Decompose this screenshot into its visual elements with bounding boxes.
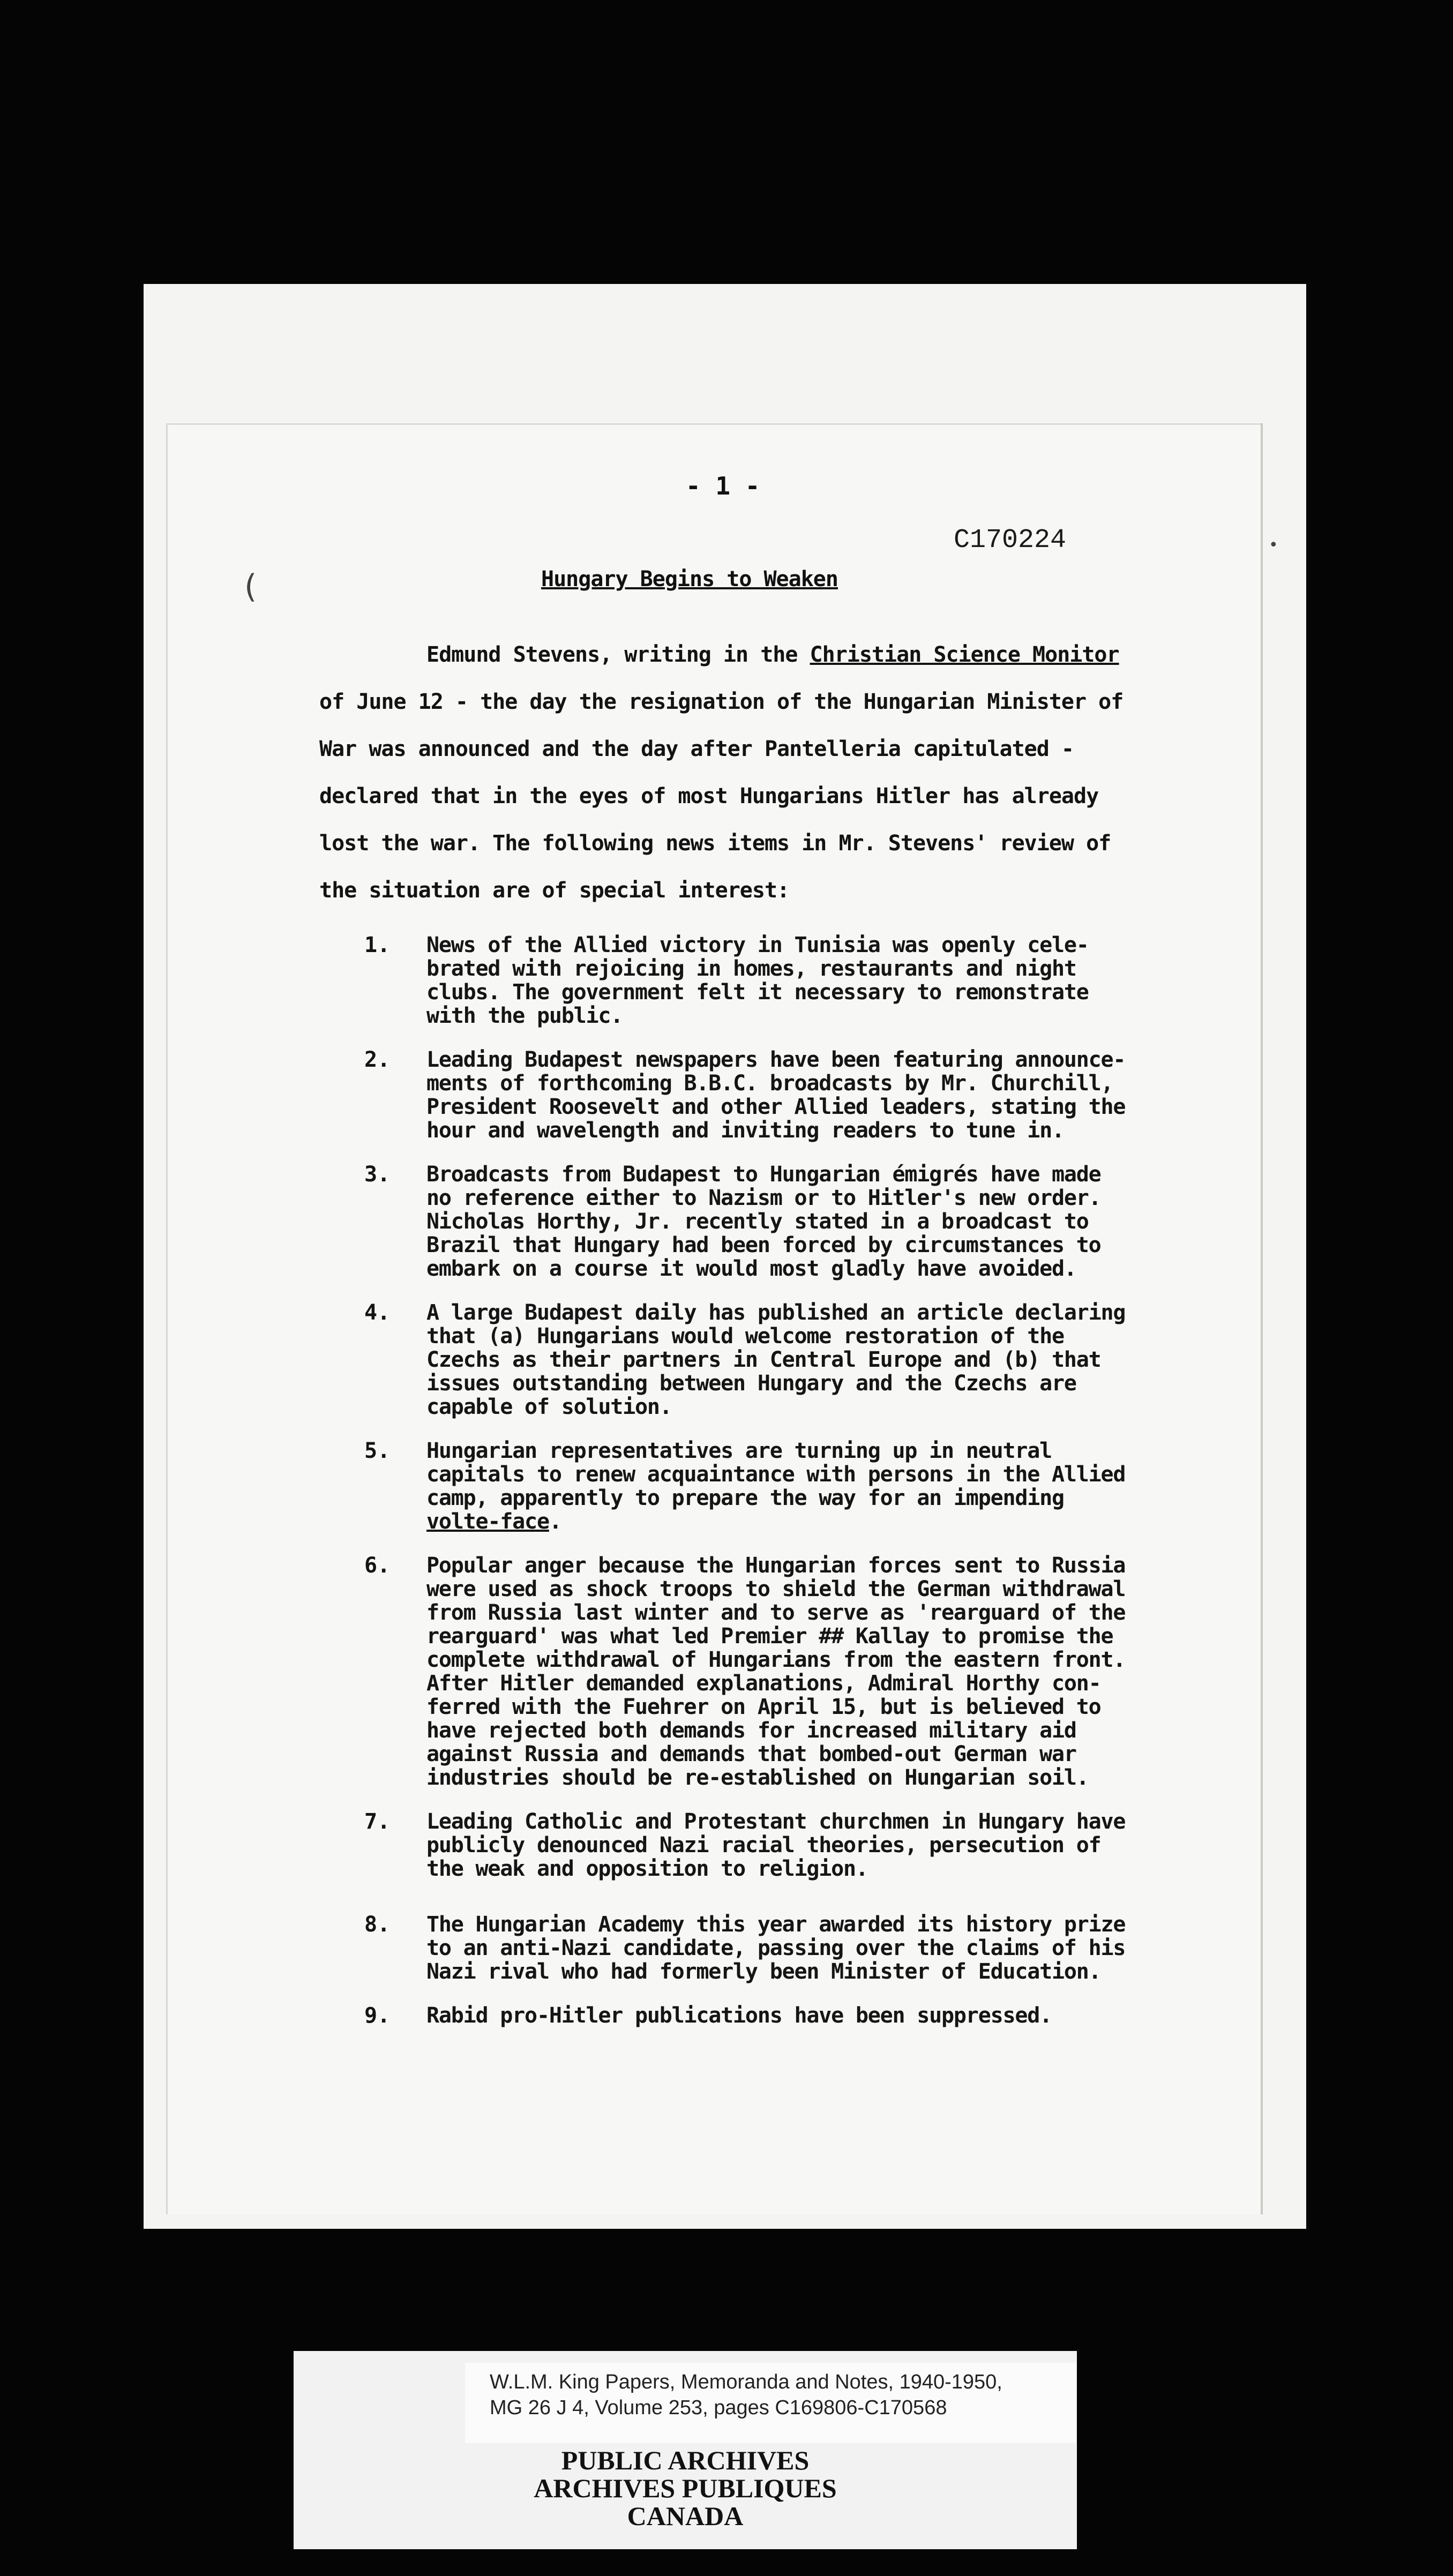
item-text <box>426 1913 1125 1983</box>
item-line: issues outstanding between Hungary and the Czechs are <box>426 1371 1076 1396</box>
item-text <box>426 933 1089 1028</box>
item-line: against Russia and demands that bombed-out German war <box>426 1742 1076 1766</box>
intro-line: declared that in the eyes of most Hungarians Hitler has already <box>319 784 1099 808</box>
item-line: Broadcasts from Budapest to Hungarian émigrés have made <box>426 1162 1101 1187</box>
item-text <box>426 1048 1125 1142</box>
item-line: camp, apparently to prepare the way for an impending <box>426 1486 1064 1510</box>
list-item <box>364 1810 1222 1881</box>
item-text <box>426 1810 1125 1881</box>
item-line: Nicholas Horthy, Jr. recently stated in a broadcast to <box>426 1209 1089 1234</box>
item-text <box>426 1163 1101 1280</box>
item-number: 1. <box>364 933 391 957</box>
item-text <box>426 2004 1052 2027</box>
item-line: have rejected both demands for increased military aid <box>426 1718 1076 1743</box>
item-line: capitals to renew acquaintance with persons in the Allied <box>426 1462 1126 1487</box>
item-number: 9. <box>364 2003 391 2028</box>
item-line: clubs. The government felt it necessary to remonstrate <box>426 980 1089 1005</box>
item-number: 8. <box>364 1912 391 1937</box>
item-line: The Hungarian Academy this year awarded its history prize <box>426 1912 1126 1937</box>
item-line: no reference either to Nazism or to Hitler's new order. <box>426 1186 1101 1210</box>
item-text <box>426 1439 1125 1533</box>
item-line: that (a) Hungarians would welcome restoration of the <box>426 1324 1064 1349</box>
document-number: C170224 <box>954 525 1067 556</box>
item-line: hour and wavelength and inviting readers to tune in. <box>426 1118 1064 1143</box>
item-line: Hungarian representatives are turning up in neutral <box>426 1439 1052 1463</box>
item-line: President Roosevelt and other Allied leaders, stating the <box>426 1095 1126 1119</box>
item-line: were used as shock troops to shield the German withdrawal <box>426 1577 1126 1601</box>
item-line: with the public. <box>426 1004 623 1028</box>
item-line: brated with rejoicing in homes, restaurants and night <box>426 956 1076 981</box>
item-number: 2. <box>364 1047 391 1072</box>
list-item <box>364 1048 1222 1142</box>
item-line: News of the Allied victory in Tunisia was openly cele- <box>426 933 1089 957</box>
item-number: 7. <box>364 1809 391 1834</box>
item-number: 3. <box>364 1162 391 1187</box>
item-line: After Hitler demanded explanations, Admiral Horthy con- <box>426 1671 1101 1696</box>
item-line: capable of solution. <box>426 1395 672 1419</box>
emphasized-term: volte-face <box>426 1509 549 1534</box>
list-item <box>364 933 1222 1028</box>
item-text <box>426 1301 1125 1419</box>
margin-mark: ( <box>244 568 257 605</box>
intro-line: Edmund Stevens, writing in the Christian Science Monitor <box>426 642 1119 667</box>
item-line: Popular anger because the Hungarian forces sent to Russia <box>426 1553 1126 1578</box>
item-line: A large Budapest daily has published an article declaring <box>426 1300 1126 1325</box>
item-line: ferred with the Fuehrer on April 15, but is believed to <box>426 1695 1101 1719</box>
item-line: to an anti-Nazi candidate, passing over the claims of his <box>426 1936 1126 1960</box>
item-line: volte-face. <box>426 1509 561 1534</box>
item-line: publicly denounced Nazi racial theories, persecution of <box>426 1833 1101 1858</box>
item-number: 6. <box>364 1553 391 1578</box>
archive-label <box>294 2351 1077 2549</box>
item-text <box>426 1554 1125 1789</box>
list-item <box>364 1913 1222 1983</box>
margin-dot: • <box>1269 536 1278 555</box>
intro-line: of June 12 - the day the resignation of the Hungarian Minister of <box>319 690 1124 714</box>
item-number: 4. <box>364 1300 391 1325</box>
item-line: ments of forthcoming B.B.C. broadcasts by Mr. Churchill, <box>426 1071 1113 1096</box>
item-line: Leading Budapest newspapers have been featuring announce- <box>426 1047 1126 1072</box>
archive-stamp: PUBLIC ARCHIVES ARCHIVES PUBLIQUES CANADA <box>534 2445 837 2531</box>
item-line: complete withdrawal of Hungarians from the eastern front. <box>426 1648 1126 1672</box>
item-line: embark on a course it would most gladly have avoided. <box>426 1256 1076 1281</box>
list-item <box>364 1439 1222 1533</box>
memo-title: Hungary Begins to Weaken <box>541 567 838 591</box>
item-line: Czechs as their partners in Central Europe and (b) that <box>426 1347 1101 1372</box>
item-line: Leading Catholic and Protestant churchmen in Hungary have <box>426 1809 1126 1834</box>
list-item <box>364 2004 1222 2027</box>
intro-line: the situation are of special interest: <box>319 878 790 903</box>
item-line: from Russia last winter and to serve as 'rearguard of the <box>426 1600 1126 1625</box>
source-publication: Christian Science Monitor <box>810 642 1119 667</box>
item-number: 5. <box>364 1439 391 1463</box>
item-line: rearguard' was what led Premier ## Kallay to promise the <box>426 1624 1113 1649</box>
intro-line: War was announced and the day after Pantelleria capitulated - <box>319 737 1074 761</box>
list-item <box>364 1301 1222 1419</box>
list-item <box>364 1163 1222 1280</box>
item-line: industries should be re-established on Hungarian soil. <box>426 1765 1089 1790</box>
intro-line: lost the war. The following news items in Mr. Stevens' review of <box>319 831 1111 856</box>
item-line: the weak and opposition to religion. <box>426 1856 868 1881</box>
list-item <box>364 1554 1222 1789</box>
item-line: Brazil that Hungary had been forced by circumstances to <box>426 1233 1101 1257</box>
intro-paragraph <box>319 631 1214 914</box>
archive-reference: W.L.M. King Papers, Memoranda and Notes, 1940-1950, MG 26 J 4, Volume 253, pages C169806-C170568 <box>465 2363 1076 2443</box>
news-items-list <box>364 933 1222 2048</box>
item-line: Nazi rival who had formerly been Minister of Education. <box>426 1959 1101 1984</box>
item-line: Rabid pro-Hitler publications have been suppressed. <box>426 2003 1052 2028</box>
page-number: - 1 - <box>686 471 760 500</box>
